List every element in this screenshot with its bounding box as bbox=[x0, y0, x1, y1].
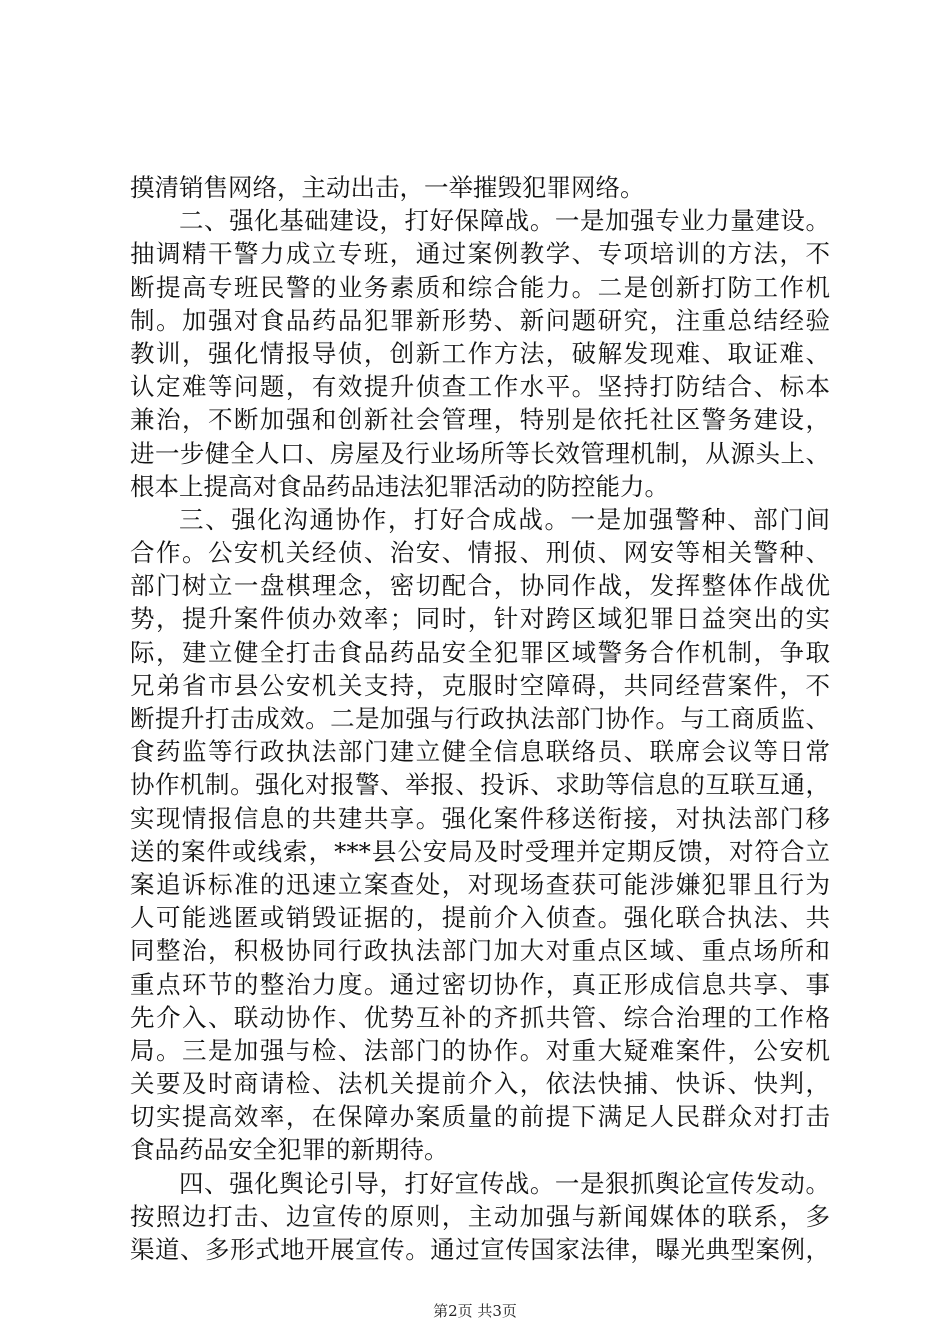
text-line: 根本上提高对食品药品违法犯罪活动的防控能力。 bbox=[130, 471, 669, 501]
text-line: 制。加强对食品药品犯罪新形势、新问题研究，注重总结经验 bbox=[130, 305, 830, 335]
text-line: 抽调精干警力成立专班，通过案例教学、专项培训的方法，不 bbox=[130, 239, 830, 269]
text-line: 三、强化沟通协作，打好合成战。一是加强警种、部门间 bbox=[179, 504, 830, 534]
text-line: 断提高专班民警的业务素质和综合能力。二是创新打防工作机 bbox=[130, 272, 830, 302]
text-line: 案追诉标准的迅速立案查处，对现场查获可能涉嫌犯罪且行为 bbox=[130, 869, 830, 899]
text-line: 切实提高效率，在保障办案质量的前提下满足人民群众对打击 bbox=[130, 1102, 830, 1132]
text-line: 摸清销售网络，主动出击，一举摧毁犯罪网络。 bbox=[130, 173, 645, 202]
text-line: 二、强化基础建设，打好保障战。一是加强专业力量建设。 bbox=[179, 206, 830, 236]
text-line: 部门树立一盘棋理念，密切配合，协同作战，发挥整体作战优 bbox=[130, 571, 830, 601]
text-line: 同整治，积极协同行政执法部门加大对重点区域、重点场所和 bbox=[130, 936, 830, 966]
text-line: 四、强化舆论引导，打好宣传战。一是狠抓舆论宣传发动。 bbox=[179, 1168, 830, 1198]
text-line: 认定难等问题，有效提升侦查工作水平。坚持打防结合、标本 bbox=[130, 372, 830, 402]
text-line: 食药监等行政执法部门建立健全信息联络员、联席会议等日常 bbox=[130, 737, 830, 767]
text-line: 人可能逃匿或销毁证据的，提前介入侦查。强化联合执法、共 bbox=[130, 903, 830, 933]
text-line: 实现情报信息的共建共享。强化案件移送衔接，对执法部门移 bbox=[130, 803, 830, 833]
text-line: 断提升打击成效。二是加强与行政执法部门协作。与工商质监、 bbox=[130, 704, 830, 733]
text-line: 教训，强化情报导侦，创新工作方法，破解发现难、取证难、 bbox=[130, 338, 830, 368]
text-line: 食品药品安全犯罪的新期待。 bbox=[130, 1135, 449, 1165]
text-line: 重点环节的整治力度。通过密切协作，真正形成信息共享、事 bbox=[130, 969, 830, 999]
text-line: 协作机制。强化对报警、举报、投诉、求助等信息的互联互通， bbox=[130, 770, 830, 800]
page-footer: 第2页 共3页 bbox=[433, 1302, 517, 1320]
text-line: 先介入、联动协作、优势互补的齐抓共管、综合治理的工作格 bbox=[130, 1002, 830, 1032]
text-line: 关要及时商请检、法机关提前介入，依法快捕、快诉、快判， bbox=[130, 1069, 830, 1099]
text-line: 局。三是加强与检、法部门的协作。对重大疑难案件，公安机 bbox=[130, 1035, 830, 1065]
text-line: 进一步健全人口、房屋及行业场所等长效管理机制，从源头上、 bbox=[130, 438, 830, 468]
body-text bbox=[130, 171, 830, 1266]
text-line: 势，提升案件侦办效率；同时，针对跨区域犯罪日益突出的实 bbox=[130, 604, 830, 634]
text-line: 送的案件或线索，***县公安局及时受理并定期反馈，对符合立 bbox=[130, 836, 830, 866]
text-line: 兼治，不断加强和创新社会管理，特别是依托社区警务建设， bbox=[130, 405, 830, 435]
text-line: 合作。公安机关经侦、治安、情报、刑侦、网安等相关警种、 bbox=[130, 538, 830, 568]
text-line: 兄弟省市县公安机关支持，克服时空障碍，共同经营案件，不 bbox=[130, 670, 830, 700]
text-line: 按照边打击、边宣传的原则，主动加强与新闻媒体的联系，多 bbox=[130, 1201, 830, 1231]
text-line: 渠道、多形式地开展宣传。通过宣传国家法律，曝光典型案例， bbox=[130, 1235, 830, 1264]
text-line: 际，建立健全打击食品药品安全犯罪区域警务合作机制，争取 bbox=[130, 637, 830, 667]
